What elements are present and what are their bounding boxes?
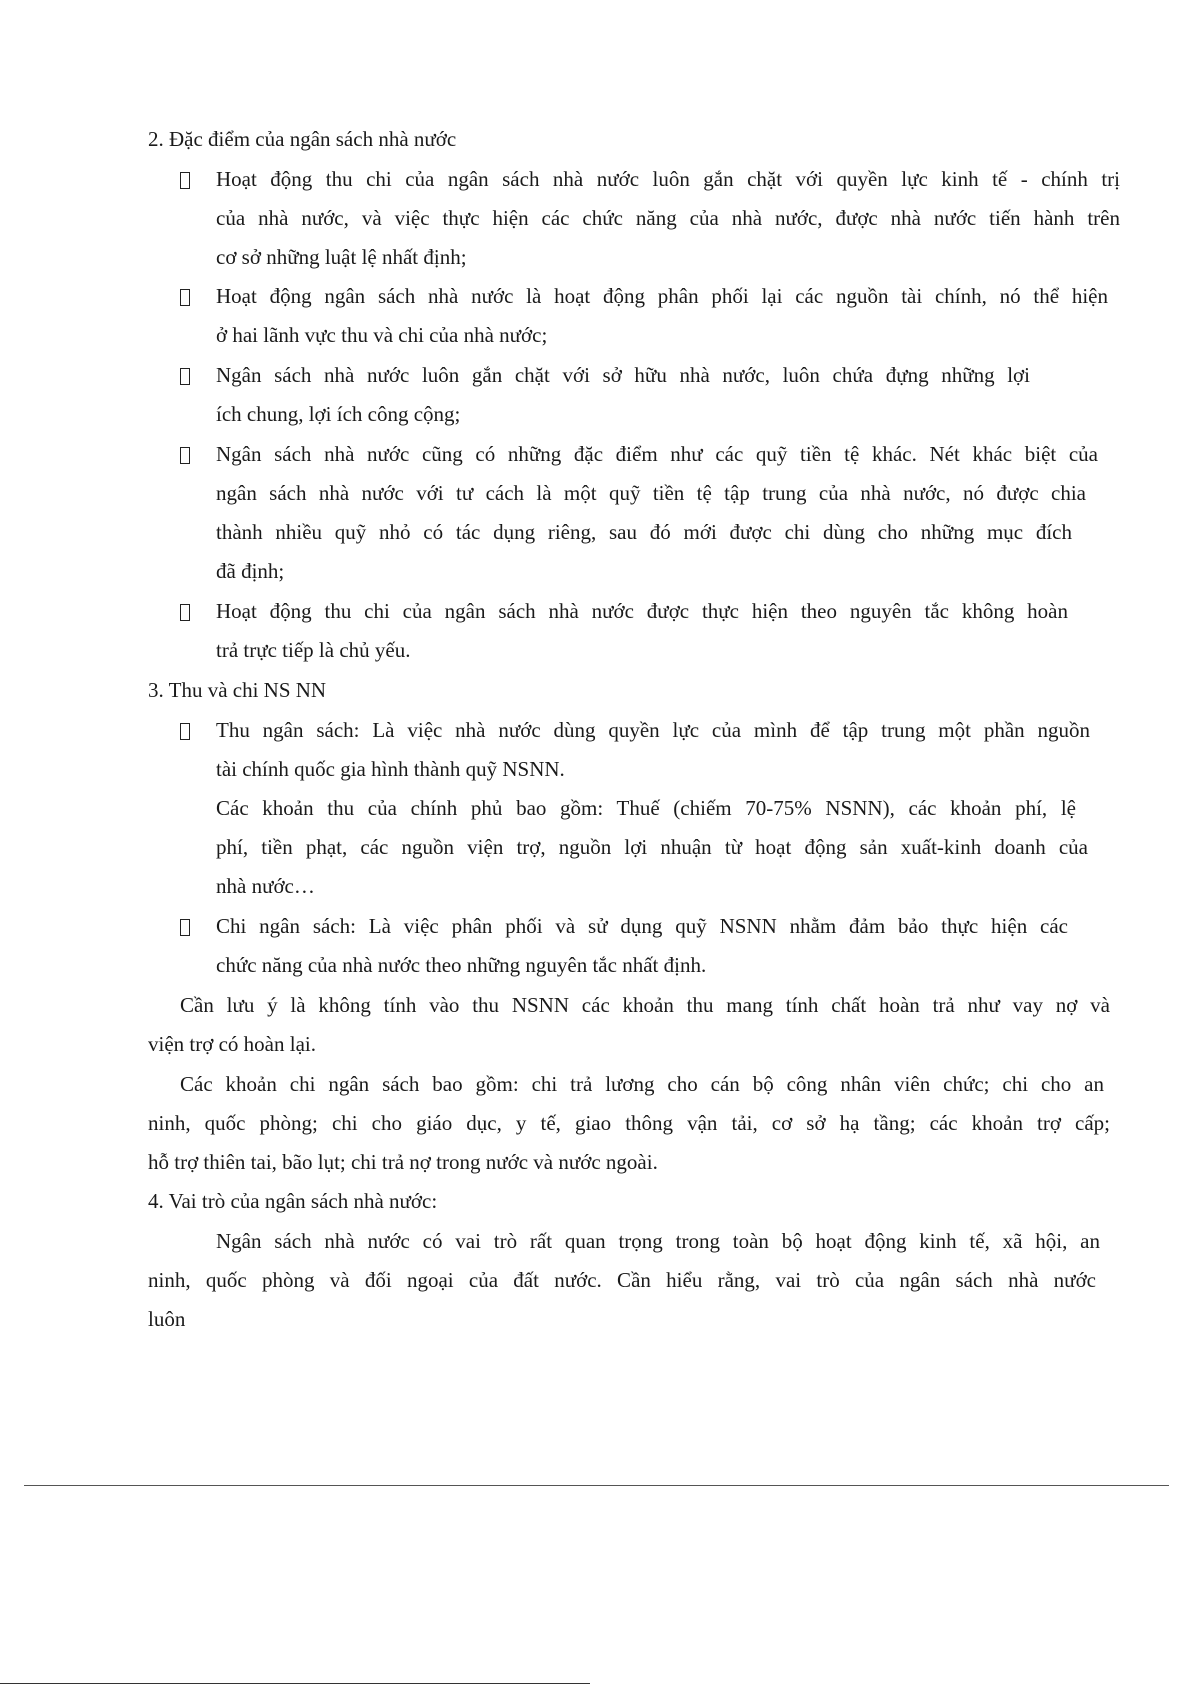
- bullet-icon: [180, 289, 190, 306]
- s2-bullet2-line2: ở hai lãnh vực thu và chi của nhà nước;: [216, 323, 548, 347]
- s4-para-line1: Ngân sách nhà nước có vai trò rất quan trọng trong toàn bộ hoạt động kinh tế, xã hội, an: [216, 1229, 1100, 1253]
- s2-bullet2-line1: Hoạt động ngân sách nhà nước là hoạt động phân phối lại các nguồn tài chính, nó thể hiện: [216, 284, 1108, 308]
- s4-para-line3: luôn: [148, 1307, 186, 1331]
- s3-bullet1-line2: tài chính quốc gia hình thành quỹ NSNN.: [216, 757, 565, 781]
- section-4-heading: 4. Vai trò của ngân sách nhà nước:: [148, 1189, 438, 1213]
- s3-bullet2-line2: chức năng của nhà nước theo những nguyên tắc nhất định.: [216, 953, 707, 977]
- s2-bullet1-line3: cơ sở những luật lệ nhất định;: [216, 245, 467, 269]
- s3-note-line2: viện trợ có hoàn lại.: [148, 1032, 316, 1056]
- section-2-heading: 2. Đặc điểm của ngân sách nhà nước: [148, 127, 457, 151]
- s2-bullet5-line2: trả trực tiếp là chủ yếu.: [216, 638, 411, 662]
- s3-bullet1-line5: nhà nước…: [216, 874, 315, 898]
- s2-bullet3-line1: Ngân sách nhà nước luôn gắn chặt với sở hữu nhà nước, luôn chứa đựng những lợi: [216, 363, 1030, 387]
- s2-bullet4-line4: đã định;: [216, 559, 285, 583]
- s2-bullet1-line2: của nhà nước, và việc thực hiện các chức năng của nhà nước, được nhà nước tiến hành trên: [216, 206, 1120, 230]
- s3-bullet1-line3: Các khoản thu của chính phủ bao gồm: Thuế (chiếm 70-75% NSNN), các khoản phí, lệ: [216, 796, 1076, 820]
- bullet-icon: [180, 447, 190, 464]
- footer-divider: [24, 1485, 1169, 1486]
- section-3-heading: 3. Thu và chi NS NN: [148, 678, 327, 702]
- bullet-icon: [180, 723, 190, 740]
- s3-bullet1-line4: phí, tiền phạt, các nguồn viện trợ, nguồn lợi nhuận từ hoạt động sản xuất-kinh doanh của: [216, 835, 1088, 859]
- s2-bullet5-line1: Hoạt động thu chi của ngân sách nhà nước được thực hiện theo nguyên tắc không hoàn: [216, 599, 1068, 623]
- s3-para-line3: hỗ trợ thiên tai, bão lụt; chi trả nợ trong nước và nước ngoài.: [148, 1150, 658, 1174]
- s2-bullet3-line2: ích chung, lợi ích công cộng;: [216, 402, 461, 426]
- bullet-icon: [180, 919, 190, 936]
- s2-bullet1-line1: Hoạt động thu chi của ngân sách nhà nước luôn gắn chặt với quyền lực kinh tế - chính trị: [216, 167, 1120, 191]
- s3-bullet2-line1: Chi ngân sách: Là việc phân phối và sử dụng quỹ NSNN nhằm đảm bảo thực hiện các: [216, 914, 1068, 938]
- s2-bullet4-line3: thành nhiều quỹ nhỏ có tác dụng riêng, sau đó mới được chi dùng cho những mục đích: [216, 520, 1072, 544]
- bullet-icon: [180, 604, 190, 621]
- footnote-divider: [0, 1683, 590, 1684]
- bullet-icon: [180, 368, 190, 385]
- s3-para-line1: Các khoản chi ngân sách bao gồm: chi trả lương cho cán bộ công nhân viên chức; chi cho an: [180, 1072, 1104, 1096]
- s2-bullet4-line1: Ngân sách nhà nước cũng có những đặc điểm như các quỹ tiền tệ khác. Nét khác biệt của: [216, 442, 1098, 466]
- s3-bullet1-line1: Thu ngân sách: Là việc nhà nước dùng quyền lực của mình để tập trung một phần nguồn: [216, 718, 1090, 742]
- bullet-icon: [180, 172, 190, 189]
- s3-note-line1: Cần lưu ý là không tính vào thu NSNN các khoản thu mang tính chất hoàn trả như vay nợ và: [180, 993, 1110, 1017]
- s4-para-line2: ninh, quốc phòng và đối ngoại của đất nước. Cần hiểu rằng, vai trò của ngân sách nhà nước: [148, 1268, 1096, 1292]
- s3-para-line2: ninh, quốc phòng; chi cho giáo dục, y tế, giao thông vận tải, cơ sở hạ tầng; các khoản trợ cấp;: [148, 1111, 1110, 1135]
- s2-bullet4-line2: ngân sách nhà nước với tư cách là một quỹ tiền tệ tập trung của nhà nước, nó được chia: [216, 481, 1086, 505]
